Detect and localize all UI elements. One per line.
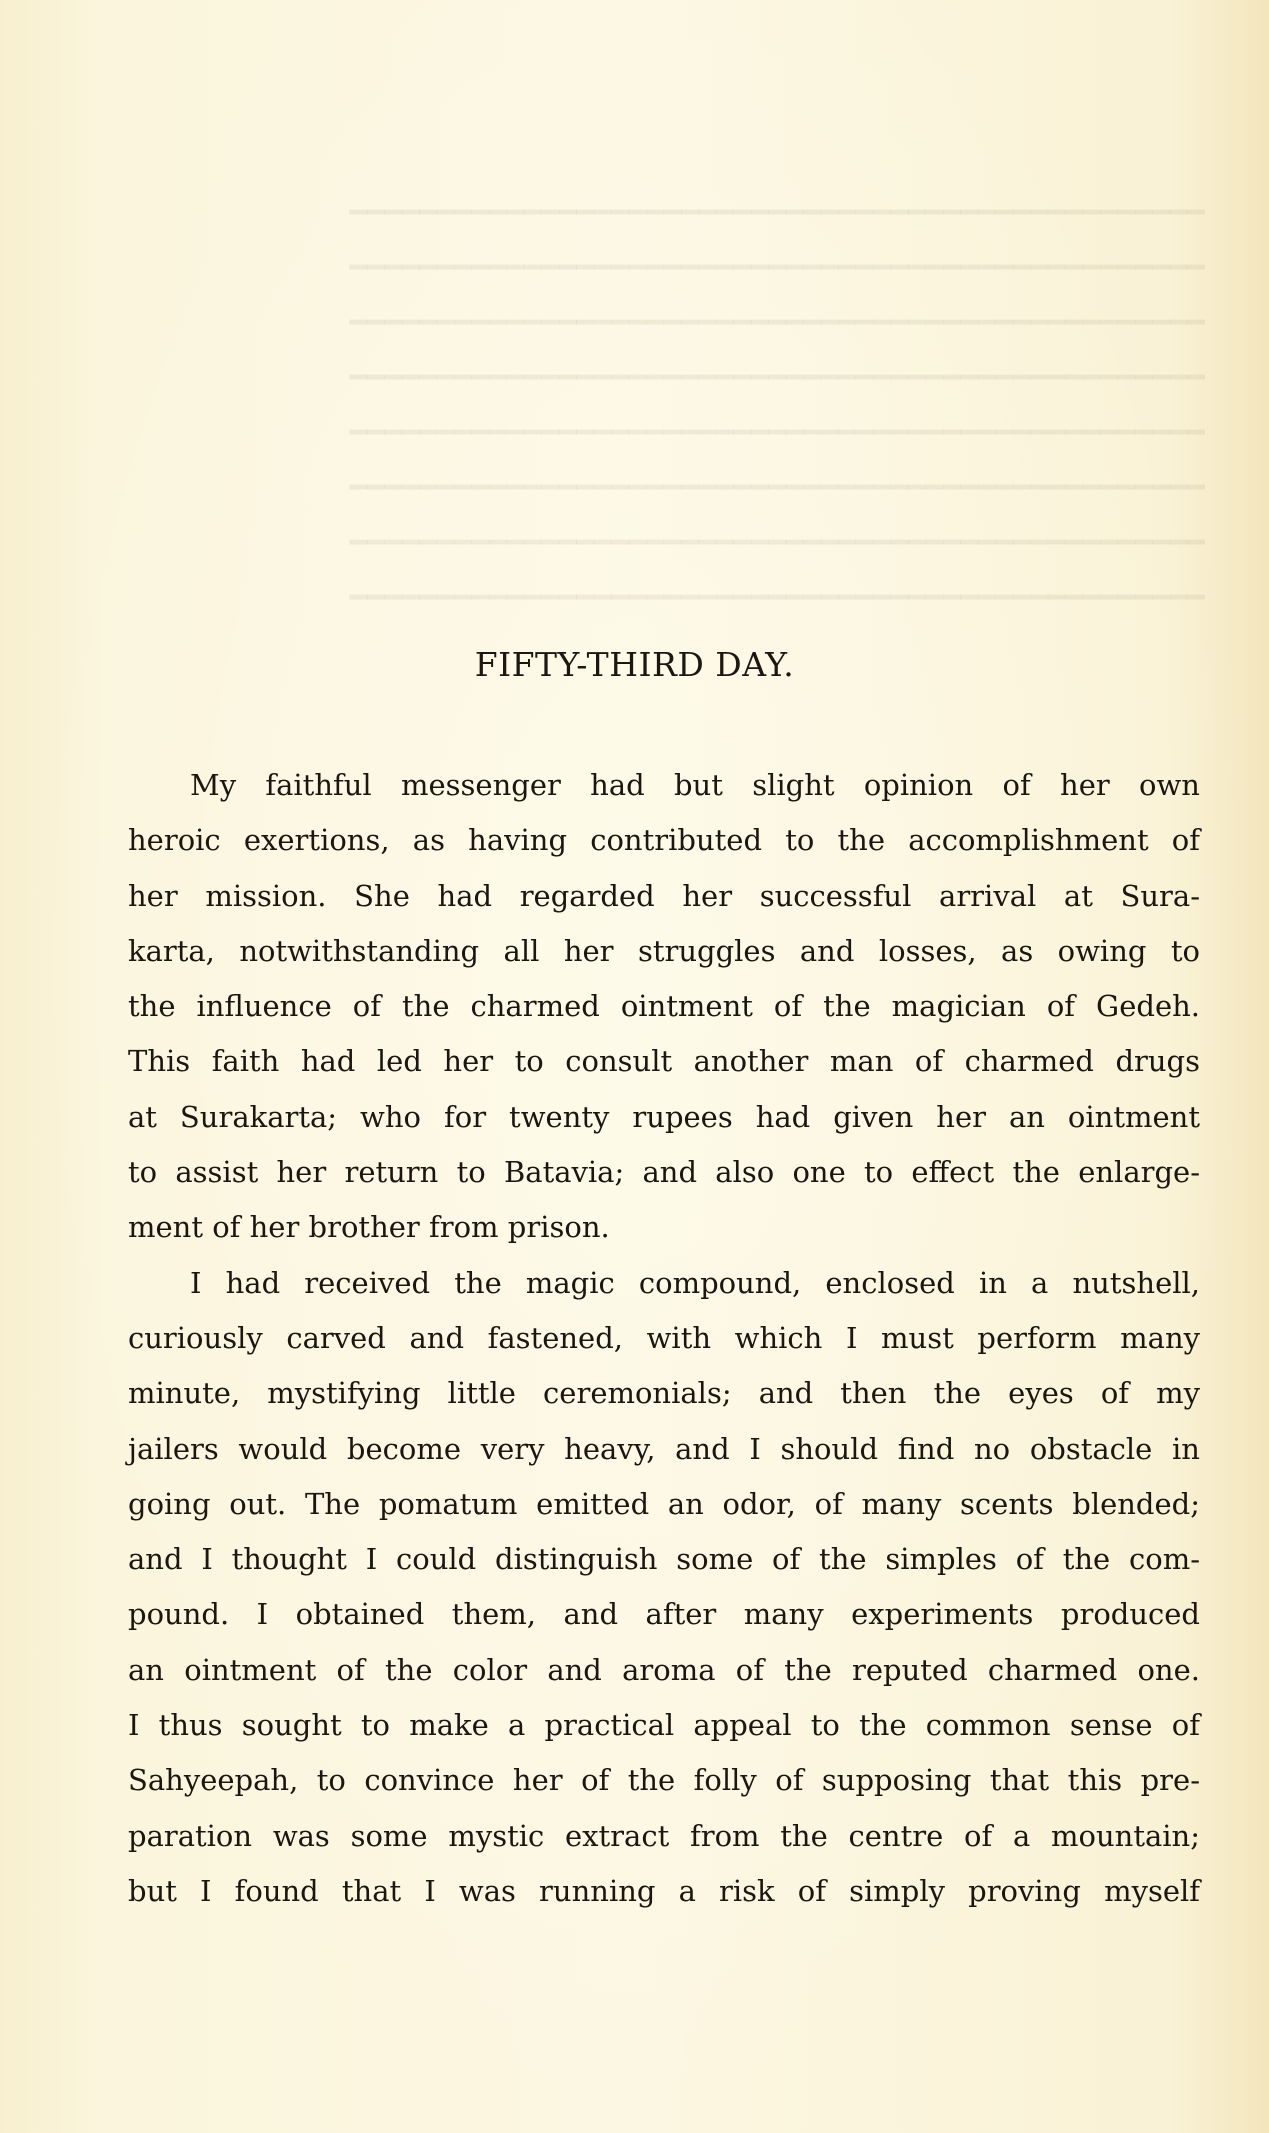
- paragraph-1: [128, 758, 1200, 1256]
- text-line: but I found that I was running a risk of simply proving myself: [128, 1873, 1200, 1908]
- paragraph-2: [128, 1256, 1200, 1920]
- text-line: karta, notwithstanding all her struggles and losses, as owing to: [128, 933, 1200, 968]
- text-line: to assist her return to Batavia; and also one to effect the enlarge-: [128, 1155, 1200, 1190]
- text-line: the influence of the charmed ointment of the magician of Gedeh.: [128, 989, 1200, 1024]
- chapter-heading: FIFTY-THIRD DAY.: [474, 645, 795, 684]
- text-line: Sahyeepah, to convince her of the folly of supposing that this pre-: [128, 1763, 1200, 1798]
- text-line: at Surakarta; who for twenty rupees had given her an ointment: [128, 1099, 1200, 1134]
- body-text: [128, 758, 1200, 1919]
- text-line: heroic exertions, as having contributed to the accomplishment of: [128, 823, 1200, 858]
- text-line: curiously carved and fastened, with which I must perform many: [128, 1320, 1200, 1355]
- text-line: I thus sought to make a practical appeal to the common sense of: [128, 1708, 1200, 1743]
- text-line: minute, mystifying little ceremonials; and then the eyes of my: [128, 1376, 1200, 1411]
- text-line: This faith had led her to consult another man of charmed drugs: [128, 1044, 1200, 1079]
- text-line: I had received the magic compound, enclosed in a nutshell,: [190, 1265, 1200, 1300]
- text-line: going out. The pomatum emitted an odor, of many scents blended;: [128, 1486, 1200, 1521]
- text-line: ment of her brother from prison.: [128, 1210, 610, 1245]
- text-line: pound. I obtained them, and after many experiments produced: [128, 1597, 1200, 1632]
- text-line: jailers would become very heavy, and I should find no obstacle in: [128, 1431, 1200, 1466]
- text-line: her mission. She had regarded her successful arrival at Sura-: [128, 878, 1200, 913]
- bleed-through-decoration: ━━━━━━━━━━━━━━━━━━━━━━━━━━━━━━━━━━━━━━━━━━━━━━━━━ ━━━━━━━━━━━━━━━━━━━━━━━━━━━━━━━━━━━━━━━━━━━━━━━━━ ━━━━━━━━━━━━━━━━━━━━━━━━━━━━━━━━━━━━━━━━━━━━━━━━━ ━━━━━━━━━━━━━━━━━━━━━━━━━━━━━━━━━━━━━━━━━━━━━━━━━ ━━━━━━━━━━━━━━━━━━━━━━━━━━━━━━━━━━━━━━━━━━━━━━━━━ ━━━━━━━━━━━━━━━━━━━━━━━━━━━━━━━━━━━━━━━━━━━━━━━━━ ━━━━━━━━━━━━━━━━━━━━━━━━━━━━━━━━━━━━━━━━━━━━━━━━━ ━━━━━━━━━━━━━━━━━━━━━━━━━━━━━━━━━━━━━━━━━━━━━━━━━: [349, 195, 1205, 614]
- text-line: and I thought I could distinguish some of the simples of the com-: [128, 1542, 1200, 1577]
- text-line: paration was some mystic extract from the centre of a mountain;: [128, 1818, 1200, 1853]
- text-line: My faithful messenger had but slight opinion of her own: [190, 768, 1200, 802]
- text-line: an ointment of the color and aroma of the reputed charmed one.: [128, 1652, 1200, 1687]
